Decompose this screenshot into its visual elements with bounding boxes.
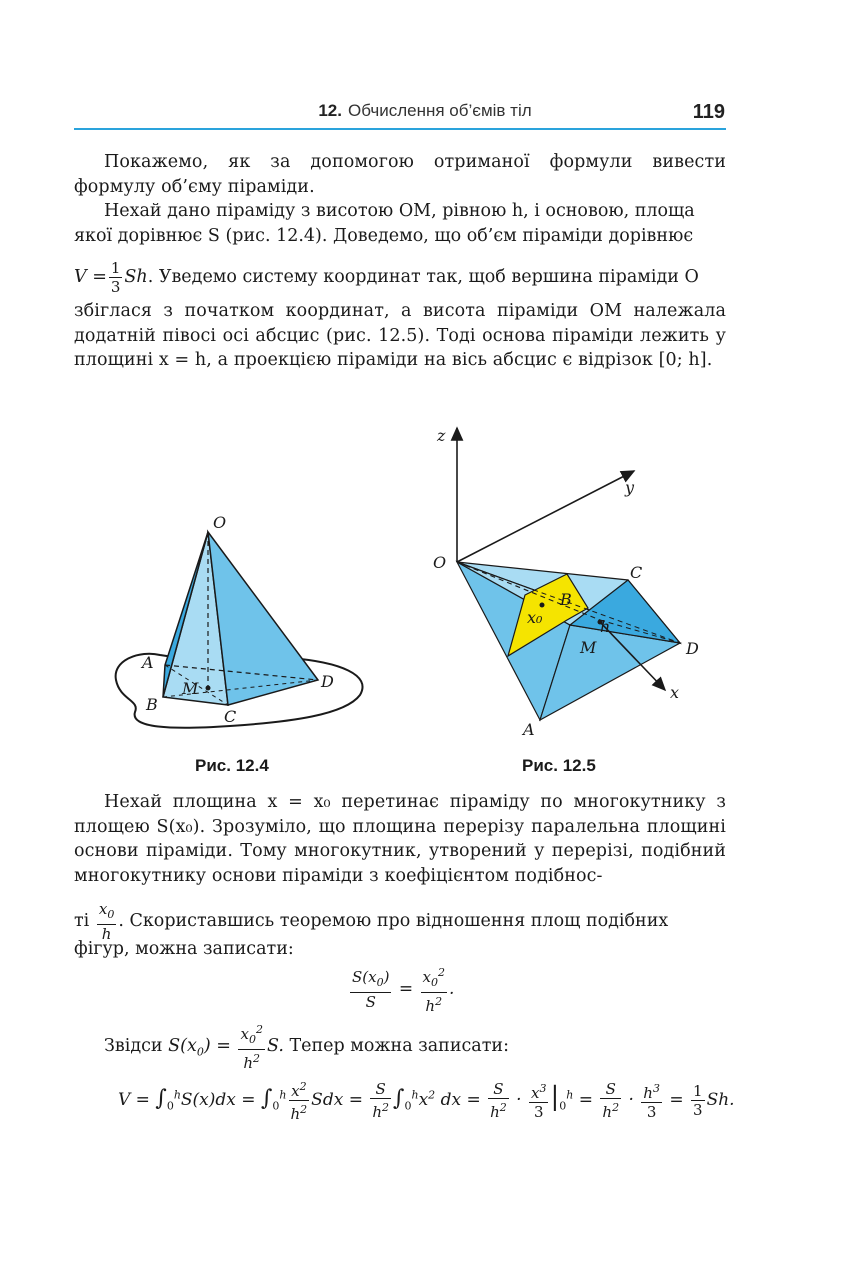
integral-formula: $V = \int_0^hS(x)dx = \int_0^h$ $\frac{x^2}{h^2}$ Sdx = $\frac{S}{h^2}$ $\int_0^hx^2$ dx = $\frac{S}{h^2}$ · $\frac{x^3}{3}$ $|_0^h$ = $\frac{S}{h^2}$ · $\frac{h^3}{3}$ = $\frac{1}{3}$ Sh. (118, 1080, 735, 1123)
section-area-line (104, 1021, 724, 1072)
paragraph-intro: Покажемо, як за допомогою отриманої формули вивести формулу об’єму піраміди. (74, 152, 726, 197)
fig1-label-C: C (224, 707, 237, 726)
section-area-text: Тепер можна записати: (289, 1036, 509, 1056)
fig2-label-O: O (433, 553, 447, 572)
fig1-label-D: D (321, 672, 334, 691)
figure-12-5 (430, 420, 720, 745)
section-title: Обчислення об’ємів тіл (347, 101, 532, 120)
fig2-label-C: C (630, 563, 643, 582)
fig1-label-A: A (142, 653, 154, 672)
paragraph-2-line-3 (74, 259, 726, 296)
y-axis (457, 471, 634, 562)
fig2-label-M: M (580, 638, 597, 657)
paragraph-2-line-3-text: . Уведемо систему координат так, щоб вершина піраміди O (147, 267, 699, 287)
fig1-label-B: B (146, 695, 158, 714)
fig2-label-x0: x₀ (527, 608, 543, 627)
similarity-coefficient: $\frac{x_0}{h}$ (98, 900, 115, 943)
fig2-label-x: x (670, 683, 680, 702)
fig2-label-A: A (523, 720, 535, 739)
word-ti: ті (74, 911, 90, 931)
figure-12-5-caption: Рис. 12.5 (522, 756, 596, 775)
paragraph-2-rest: збіглася з початком координат, а висота піраміди OM належала додатній півосі осі абсцис (рис. 12.5). Тоді основа піраміди лежить у площині x = h, а проекцією піраміди на вісь абсцис є відрізок [0; h]. (74, 301, 726, 370)
fig2-label-B: B (560, 590, 572, 609)
page-number: 119 (692, 101, 725, 123)
paragraph-figures: фігур, можна записати: (74, 939, 294, 959)
fig2-label-D: D (686, 639, 699, 658)
section-number: 12. (318, 101, 342, 120)
fig2-label-h: h (600, 617, 611, 636)
figure-12-4-caption: Рис. 12.4 (195, 756, 269, 775)
paragraph-2-line-1: Нехай дано піраміду з висотою OM, рівною h, і основою, площа (104, 201, 695, 221)
fig1-label-O: O (213, 513, 227, 532)
face-front-right (208, 532, 318, 705)
word-zvidsy: Звідси (104, 1036, 163, 1056)
figure-12-4 (105, 505, 375, 735)
fig1-label-M: M (182, 679, 199, 698)
ratio-formula: $\frac{S(x_0)}{S}$ = $\frac{x_0^2}{h^2}$ . (352, 966, 455, 1015)
volume-formula: V = $\frac{1}{3}$ Sh (74, 259, 148, 296)
header-rule (74, 128, 726, 130)
fig2-label-y: y (625, 478, 635, 497)
paragraph-2-line-2: якої дорівнює S (рис. 12.4). Доведемо, що об’єм піраміди дорівнює (74, 226, 694, 246)
section-area-formula: $S(x_0)$ = $\frac{x_0^2}{h^2}$ S. (168, 1023, 284, 1072)
paragraph-cross-section: Нехай площина x = x₀ перетинає піраміду по многокутнику з площею S(x₀). Зрозуміло, що площина перерізу паралельна площині основи піраміди. Тому многокутник, утворений у перерізі, подібний многокутнику основи піраміди з коефіцієнтом подібнос- (74, 792, 726, 886)
fig2-label-z: z (437, 426, 446, 445)
similarity-text: . Скориставшись теоремою про відношення площ подібних (118, 911, 669, 931)
